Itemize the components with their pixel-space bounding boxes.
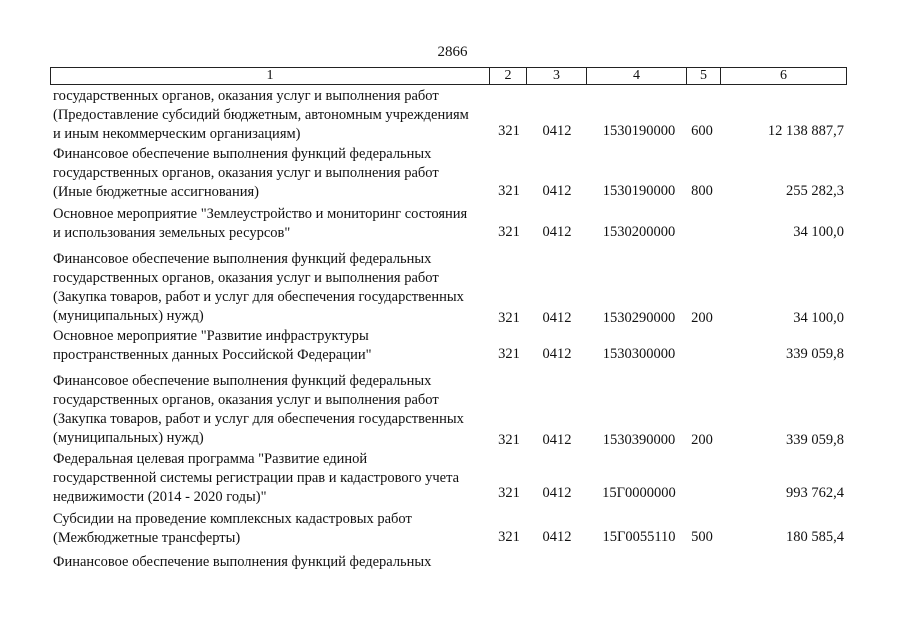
description-line: пространственных данных Российской Федерации" xyxy=(53,347,372,363)
description-line: Федеральная целевая программа "Развитие единой xyxy=(53,451,368,467)
row-col-3: 0412 xyxy=(542,310,572,326)
row-col-4: 1530290000 xyxy=(602,310,676,326)
row-col-2: 321 xyxy=(498,485,520,501)
row-col-2: 321 xyxy=(498,310,520,326)
row-description xyxy=(53,327,487,365)
row-col-5: 200 xyxy=(691,310,713,326)
row-description xyxy=(53,145,487,202)
row-col-3: 0412 xyxy=(542,432,572,448)
header-col-2: 2 xyxy=(504,68,512,83)
row-description xyxy=(53,205,487,243)
row-col-2: 321 xyxy=(498,183,520,199)
page-number: 2866 xyxy=(437,44,468,60)
row-col-6: 339 059,8 xyxy=(786,346,844,362)
row-col-2: 321 xyxy=(498,529,520,545)
description-line: Финансовое обеспечение выполнения функций федеральных xyxy=(53,146,432,162)
row-col-6: 12 138 887,7 xyxy=(767,123,844,139)
description-line: (Межбюджетные трансферты) xyxy=(53,530,241,546)
description-line: и использования земельных ресурсов" xyxy=(53,225,291,241)
description-line: (муниципальных) нужд) xyxy=(53,430,204,446)
description-line: и иным некоммерческим организациям) xyxy=(53,126,301,142)
header-col-3: 3 xyxy=(553,68,560,83)
row-col-4: 1530190000 xyxy=(602,123,676,139)
description-line: (Закупка товаров, работ и услуг для обеспечения государственных xyxy=(53,289,464,305)
header-col-5: 5 xyxy=(700,68,707,83)
description-line: государственных органов, оказания услуг и выполнения работ xyxy=(53,165,439,181)
row-col-4: 1530300000 xyxy=(602,346,676,362)
row-col-3: 0412 xyxy=(542,529,572,545)
row-col-4: 1530190000 xyxy=(602,183,676,199)
row-col-6: 255 282,3 xyxy=(786,183,844,199)
description-line: Финансовое обеспечение выполнения функций федеральных xyxy=(53,251,432,267)
header-col-6: 6 xyxy=(780,68,787,83)
row-col-2: 321 xyxy=(498,123,520,139)
row-description xyxy=(53,450,487,507)
description-line: государственных органов, оказания услуг и выполнения работ xyxy=(53,88,439,104)
row-col-6: 180 585,4 xyxy=(786,529,844,545)
description-line: (Предоставление субсидий бюджетным, автономным учреждениям xyxy=(53,107,469,123)
row-col-4: 1530200000 xyxy=(602,224,676,240)
row-col-5: 200 xyxy=(691,432,713,448)
description-line: недвижимости (2014 - 2020 годы)" xyxy=(53,489,267,505)
row-col-3: 0412 xyxy=(542,346,572,362)
row-col-4: 15Г0055110 xyxy=(602,529,676,545)
row-description xyxy=(53,372,487,448)
description-line: Основное мероприятие "Развитие инфраструктуры xyxy=(53,328,369,344)
description-line: Финансовое обеспечение выполнения функций федеральных xyxy=(53,373,432,389)
row-col-3: 0412 xyxy=(542,123,572,139)
description-line: (муниципальных) нужд) xyxy=(53,308,204,324)
row-col-2: 321 xyxy=(498,224,520,240)
description-line: Основное мероприятие "Землеустройство и мониторинг состояния xyxy=(53,206,468,222)
row-col-5: 600 xyxy=(691,123,713,139)
description-line: Финансовое обеспечение выполнения функций федеральных xyxy=(53,554,432,570)
row-col-4: 1530390000 xyxy=(602,432,676,448)
header-col-1: 1 xyxy=(266,68,274,83)
description-line: государственных органов, оказания услуг и выполнения работ xyxy=(53,270,439,286)
description-line: государственной системы регистрации прав и кадастрового учета xyxy=(53,470,460,486)
row-col-2: 321 xyxy=(498,346,520,362)
description-line: Субсидии на проведение комплексных кадастровых работ xyxy=(53,511,412,527)
row-description xyxy=(53,553,487,572)
row-description xyxy=(53,87,487,144)
row-col-4: 15Г0000000 xyxy=(602,485,676,501)
row-col-6: 34 100,0 xyxy=(793,310,844,326)
row-col-6: 34 100,0 xyxy=(793,224,844,240)
row-col-3: 0412 xyxy=(542,224,572,240)
row-col-6: 993 762,4 xyxy=(786,485,844,501)
description-line: (Закупка товаров, работ и услуг для обеспечения государственных xyxy=(53,411,464,427)
row-description xyxy=(53,510,487,548)
row-col-5: 500 xyxy=(691,529,713,545)
row-description xyxy=(53,250,487,326)
header-col-4: 4 xyxy=(633,68,640,83)
row-col-3: 0412 xyxy=(542,485,572,501)
table-header xyxy=(50,67,847,85)
description-line: государственных органов, оказания услуг и выполнения работ xyxy=(53,392,439,408)
row-col-6: 339 059,8 xyxy=(786,432,844,448)
row-col-5: 800 xyxy=(691,183,713,199)
row-col-3: 0412 xyxy=(542,183,572,199)
row-col-2: 321 xyxy=(498,432,520,448)
description-line: (Иные бюджетные ассигнования) xyxy=(53,184,260,200)
